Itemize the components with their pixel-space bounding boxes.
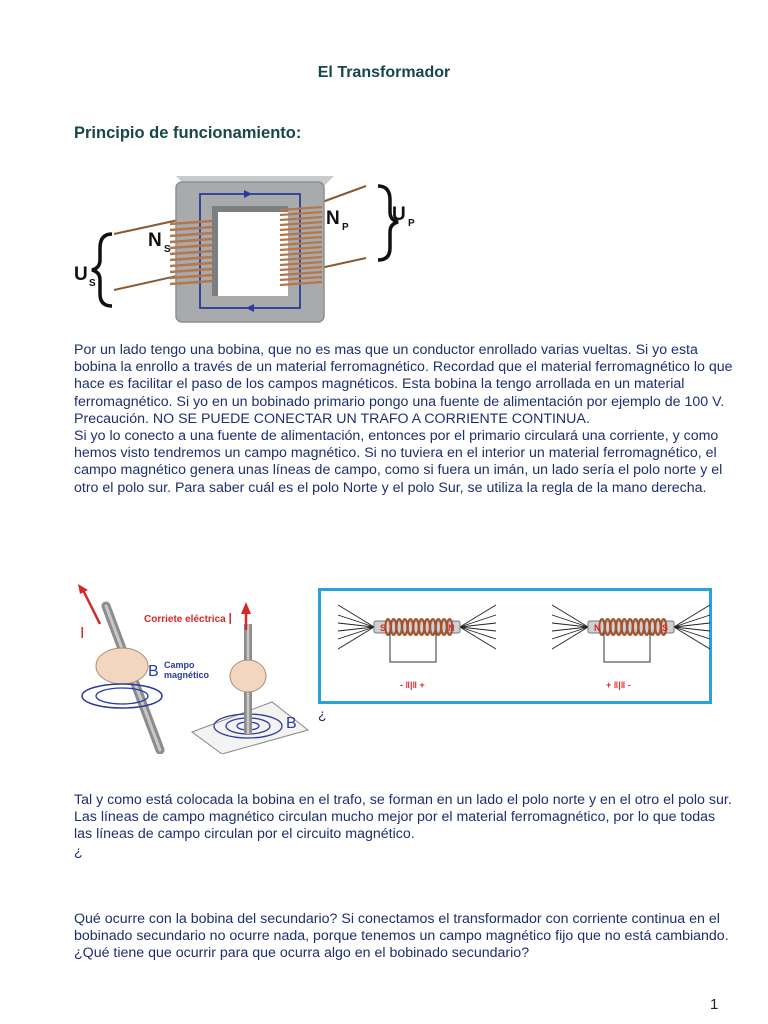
- b-right-label: B: [286, 715, 297, 732]
- document-title: El Transformador: [317, 64, 451, 81]
- right-hand-rule-figure: [72, 584, 312, 754]
- paragraph-text: Qué ocurre con la bobina del secundario? Si conectamos el transformador con corriente continua en el bobinado secundario no ocurre nada, porque tenemos un campo magnético fijo que no está cambiando.: [74, 911, 729, 945]
- paragraph-text: Por un lado tengo una bobina, que no es mas que un conductor enrollado varias vueltas. Si yo esta bobina la enrollo a través de un material ferromagnético. Recordad que el material ferromagnético lo que hace es facilitar el paso de los campos magnéticos. Esta bobina la tengo arrollada en un material ferromagnético. Si yo en un bobinado primario pongo una fuente de alimentación por ejemplo de 100 V.: [74, 342, 733, 410]
- paragraph-text: Si yo lo conecto a una fuente de alimentación, entonces por el primario circulará una corriente, y como hemos visto tendremos un campo magnético. Si no tuviera en el interior un material ferromagnético, el campo magnético genera unas líneas de campo, como si fuera un imán, un lado sería el polo norte y el otro el polo sur. Para saber cuál es el polo Norte y el polo Sur, se utiliza la regla de la mano derecha.: [74, 428, 723, 496]
- up-label: U: [392, 204, 406, 225]
- up-subscript: P: [408, 218, 415, 229]
- b-left-label: B: [148, 663, 159, 680]
- field-label-2: magnético: [164, 670, 210, 680]
- current-label: Corriete eléctrica: [144, 614, 226, 625]
- up-brace: [378, 186, 398, 260]
- np-label: N: [326, 208, 340, 229]
- paragraph-secondary: [74, 911, 734, 963]
- paragraph-text: ¿Qué tiene que ocurrir para que ocurra algo en el bobinado secundario?: [74, 945, 530, 962]
- transformer-diagram: [66, 172, 426, 332]
- i-right-label: I: [228, 611, 233, 628]
- i-left-label: I: [80, 625, 85, 642]
- us-label: U: [74, 264, 88, 285]
- left-pole-n: N: [448, 623, 455, 633]
- field-label-1: Campo: [164, 660, 195, 670]
- ns-subscript: S: [164, 244, 171, 255]
- paragraph-warning: Precaución. NO SE PUEDE CONECTAR UN TRAFO A CORRIENTE CONTINUA.: [74, 410, 590, 427]
- figure-frame: [320, 590, 711, 703]
- us-subscript: S: [89, 278, 96, 289]
- np-subscript: P: [342, 222, 349, 233]
- ns-label: N: [148, 230, 162, 251]
- paragraph-text: Tal y como está colocada la bobina en el trafo, se forman en un lado el polo norte y en el otro el polo sur.: [74, 792, 732, 808]
- right-battery: + ‖|‖ -: [606, 680, 631, 690]
- current-arrow-left: [82, 588, 100, 624]
- paragraph-intro: [74, 342, 734, 497]
- paragraph-text: Las líneas de campo magnético circulan mucho mejor por el material ferromagnético, por lo que todas las líneas de campo circulan por el circuito magnético.: [74, 809, 716, 843]
- right-pole-s: S: [662, 623, 669, 633]
- left-battery: - ‖|‖ +: [400, 680, 425, 690]
- left-coil: [385, 619, 452, 635]
- paragraph-text: ¿: [74, 843, 83, 860]
- section-heading: Principio de funcionamiento:: [74, 124, 302, 142]
- figure-qmark: ¿: [318, 706, 327, 722]
- paragraph-poles: [74, 792, 734, 861]
- right-coil: [599, 619, 669, 635]
- left-pole-s: S: [380, 623, 387, 633]
- hand-left: [96, 648, 148, 684]
- solenoid-figure: [318, 588, 712, 704]
- hand-right: [230, 660, 266, 692]
- us-brace: [92, 234, 112, 306]
- right-pole-n: N: [594, 623, 601, 633]
- page-number: 1: [710, 996, 719, 1013]
